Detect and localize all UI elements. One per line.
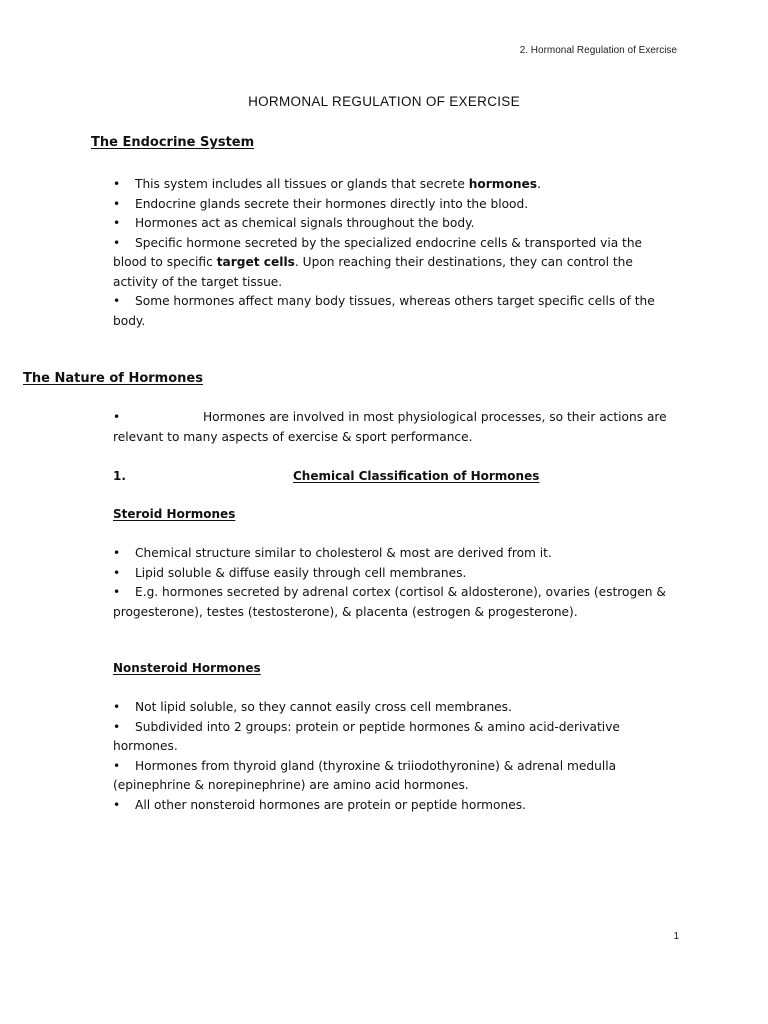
item-text: . xyxy=(537,177,541,191)
bold-term-hormones: hormones xyxy=(468,177,538,191)
page-number: 1 xyxy=(673,931,679,942)
list-item: • Specific hormone secreted by the specialized endocrine cells & transported via the blood to specific target cells. Upon reaching their destinations, they can control the activity of the target tissue. xyxy=(113,235,643,289)
list-item: • All other nonsteroid hormones are protein or peptide hormones. xyxy=(113,797,526,812)
nonsteroid-heading: Nonsteroid Hormones xyxy=(113,661,261,675)
running-header: 2. Hormonal Regulation of Exercise xyxy=(519,45,677,56)
bold-term-target-cells: target cells xyxy=(216,255,295,269)
item-text: Not lipid soluble, so they cannot easily cross cell membranes. xyxy=(135,700,512,714)
steroid-list xyxy=(113,544,673,622)
list-item: • Some hormones affect many body tissues, whereas others target specific cells of the body. xyxy=(113,294,655,328)
nature-intro: • Hormones are involved in most physiological processes, so their actions are relevant to many aspects of exercise & sport performance. xyxy=(113,410,667,444)
intro-text: Hormones are involved in most physiological processes, so their actions are relevant to many aspects of exercise & sport performance. xyxy=(113,410,667,444)
document-title: HORMONAL REGULATION OF EXERCISE xyxy=(248,94,520,109)
item-text: Chemical structure similar to cholesterol & most are derived from it. xyxy=(135,546,552,560)
list-item: • Hormones from thyroid gland (thyroxine & triiodothyronine) & adrenal medulla (epinephrine & norepinephrine) are amino acid hormones. xyxy=(113,758,617,792)
item-text: This system includes all tissues or glands that secrete xyxy=(135,177,469,191)
item-text: E.g. hormones secreted by adrenal cortex (cortisol & aldosterone), ovaries (estrogen & progesterone), testes (testosterone), & placenta (estrogen & progesterone). xyxy=(113,585,666,619)
nature-heading: The Nature of Hormones xyxy=(23,371,203,386)
item-text: Specific hormone secreted by the specialized endocrine cells & transported via the blood to specific xyxy=(113,235,643,269)
list-item: • E.g. hormones secreted by adrenal cortex (cortisol & aldosterone), ovaries (estrogen & progesterone), testes (testosterone), & placenta (estrogen & progesterone). xyxy=(113,585,666,619)
list-item: • Not lipid soluble, so they cannot easily cross cell membranes. xyxy=(113,700,512,714)
steroid-heading: Steroid Hormones xyxy=(113,507,236,521)
item-text: All other nonsteroid hormones are protein or peptide hormones. xyxy=(135,797,526,812)
list-item: • This system includes all tissues or glands that secrete hormones. xyxy=(113,177,541,191)
list-item: • Chemical structure similar to cholesterol & most are derived from it. xyxy=(113,546,552,560)
list-item: • Hormones act as chemical signals throughout the body. xyxy=(113,216,475,230)
item-text: Endocrine glands secrete their hormones directly into the blood. xyxy=(135,196,529,211)
item-text: Some hormones affect many body tissues, whereas others target specific cells of the body. xyxy=(113,294,655,328)
list-item: • Endocrine glands secrete their hormones directly into the blood. xyxy=(113,196,529,211)
item-text: Hormones from thyroid gland (thyroxine & triiodothyronine) & adrenal medulla (epinephrine & norepinephrine) are amino acid hormones. xyxy=(113,758,617,792)
item-text: Subdivided into 2 groups: protein or peptide hormones & amino acid-derivative hormones. xyxy=(113,719,620,753)
nonsteroid-list xyxy=(113,698,673,815)
list-item: • Lipid soluble & diffuse easily through cell membranes. xyxy=(113,565,467,580)
item-text: Lipid soluble & diffuse easily through cell membranes. xyxy=(135,565,467,580)
item-text: Hormones act as chemical signals throughout the body. xyxy=(135,216,475,230)
section-title: Chemical Classification of Hormones xyxy=(293,469,540,483)
endocrine-list xyxy=(113,175,673,331)
section-number: 1. xyxy=(113,469,126,483)
list-item: • Subdivided into 2 groups: protein or peptide hormones & amino acid-derivative hormones. xyxy=(113,719,620,753)
item-text: . Upon reaching their destinations, they can control the activity of the target tissue. xyxy=(113,255,633,289)
endocrine-heading: The Endocrine System xyxy=(91,135,255,150)
